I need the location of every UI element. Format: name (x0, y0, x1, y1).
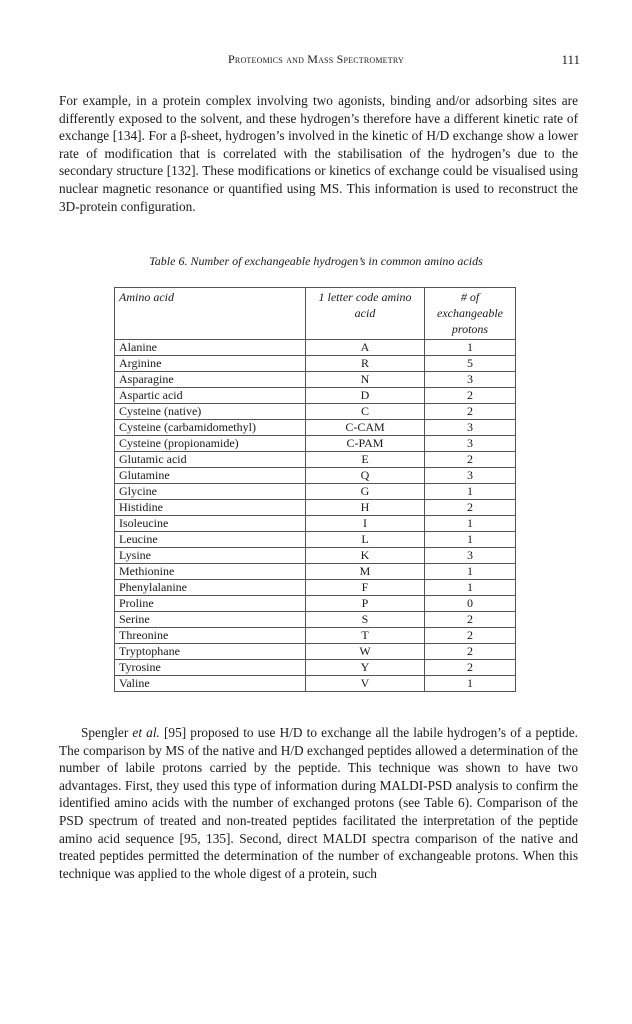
amino-acid-name: Cysteine (carbamidomethyl) (115, 420, 306, 436)
exchangeable-proton-count: 1 (425, 580, 516, 596)
amino-acid-name: Cysteine (native) (115, 404, 306, 420)
amino-acid-name: Aspartic acid (115, 388, 306, 404)
table-row (115, 644, 516, 660)
exchangeable-proton-count: 2 (425, 628, 516, 644)
amino-acid-code: E (306, 452, 425, 468)
table-row (115, 580, 516, 596)
page-number: 111 (561, 52, 580, 67)
table-header-row (115, 288, 516, 340)
amino-acid-code: V (306, 676, 425, 692)
amino-acid-name: Phenylalanine (115, 580, 306, 596)
amino-acid-name: Isoleucine (115, 516, 306, 532)
table-row (115, 596, 516, 612)
amino-acid-code: M (306, 564, 425, 580)
running-title: Proteomics and Mass Spectrometry (228, 52, 404, 66)
table-row (115, 500, 516, 516)
amino-acid-code: A (306, 340, 425, 356)
amino-acid-code: D (306, 388, 425, 404)
exchangeable-proton-count: 2 (425, 660, 516, 676)
amino-acid-code: I (306, 516, 425, 532)
amino-acid-code: L (306, 532, 425, 548)
table-body (115, 340, 516, 692)
amino-acid-name: Tryptophane (115, 644, 306, 660)
exchangeable-proton-count: 2 (425, 404, 516, 420)
amino-acid-name: Serine (115, 612, 306, 628)
table-row (115, 420, 516, 436)
exchangeable-proton-count: 0 (425, 596, 516, 612)
table-row (115, 404, 516, 420)
amino-acid-code: R (306, 356, 425, 372)
header-amino-acid: Amino acid (115, 288, 306, 340)
body-paragraph-1: For example, in a protein complex involving two agonists, binding and/or adsorbing sites are differently exposed to the solvent, and these hydrogen’s therefore have a different kinetic rate of exchange [134]. For a β-sheet, hydrogen’s involved in the kinetic of H/D exchange show a lower rate of modification that is correlated with the stabilisation of the hydrogen’s due to the secondary structure [132]. These modifications or kinetics of exchange could be visualised using nuclear magnetic resonance or quantified using MS. This information is used to reconstruct the 3D-protein configuration. (59, 93, 578, 214)
table-row (115, 612, 516, 628)
amino-acid-code: F (306, 580, 425, 596)
exchangeable-proton-count: 1 (425, 532, 516, 548)
amino-acid-code: P (306, 596, 425, 612)
exchangeable-proton-count: 2 (425, 452, 516, 468)
amino-acid-name: Glutamic acid (115, 452, 306, 468)
table-row (115, 356, 516, 372)
table-row (115, 532, 516, 548)
header-exchangeable-protons: # of exchangeable protons (425, 288, 516, 340)
exchangeable-proton-count: 1 (425, 564, 516, 580)
table-row (115, 676, 516, 692)
exchangeable-proton-count: 1 (425, 516, 516, 532)
body-paragraph-2 (59, 724, 578, 882)
amino-acid-code: K (306, 548, 425, 564)
table-row (115, 484, 516, 500)
table-row (115, 372, 516, 388)
exchangeable-proton-count: 2 (425, 612, 516, 628)
amino-acid-code: G (306, 484, 425, 500)
amino-acid-code: C-CAM (306, 420, 425, 436)
amino-acid-name: Asparagine (115, 372, 306, 388)
table-row (115, 564, 516, 580)
exchangeable-proton-count: 1 (425, 340, 516, 356)
amino-acid-name: Arginine (115, 356, 306, 372)
amino-acid-name: Histidine (115, 500, 306, 516)
table-row (115, 516, 516, 532)
table-caption: Table 6. Number of exchangeable hydrogen’s in common amino acids (149, 254, 483, 268)
amino-acid-name: Leucine (115, 532, 306, 548)
amino-acid-name: Lysine (115, 548, 306, 564)
table-row (115, 436, 516, 452)
amino-acid-name: Proline (115, 596, 306, 612)
exchangeable-proton-count: 3 (425, 548, 516, 564)
header-letter-code: 1 letter code amino acid (306, 288, 425, 340)
amino-acid-name: Valine (115, 676, 306, 692)
exchangeable-proton-count: 3 (425, 420, 516, 436)
amino-acid-name: Tyrosine (115, 660, 306, 676)
amino-acid-name: Glutamine (115, 468, 306, 484)
table-row (115, 548, 516, 564)
exchangeable-proton-count: 3 (425, 372, 516, 388)
amino-acid-name: Threonine (115, 628, 306, 644)
table-row (115, 388, 516, 404)
amino-acid-name: Alanine (115, 340, 306, 356)
paragraph-2-text: Spengler et al. [95] proposed to use H/D to exchange all the labile hydrogen’s of a peptide. The comparison by MS of the native and H/D exchanged peptides allowed a determination of the number of labile protons carried by the peptide. This technique was shown to have two advantages. First, they used this type of information during MALDI-PSD analysis to confirm the identified amino acids with the number of exchanged protons (see Table 6). Comparison of the PSD spectrum of treated and non-treated peptides facilitated the interpretation of the peptide amino acid sequence [95, 135]. Second, direct MALDI spectra comparison of the native and treated peptides permitted the determination of the number of exchangeable protons. When this technique was applied to the whole digest of a protein, such (59, 725, 578, 881)
amino-acid-code: Q (306, 468, 425, 484)
table-row (115, 340, 516, 356)
amino-acid-name: Methionine (115, 564, 306, 580)
amino-acid-code: S (306, 612, 425, 628)
exchangeable-proton-count: 3 (425, 436, 516, 452)
page-header (0, 52, 632, 70)
amino-acid-code: C (306, 404, 425, 420)
table-row (115, 660, 516, 676)
exchangeable-proton-count: 2 (425, 388, 516, 404)
amino-acid-name: Cysteine (propionamide) (115, 436, 306, 452)
amino-acid-table (114, 287, 516, 692)
exchangeable-proton-count: 5 (425, 356, 516, 372)
exchangeable-proton-count: 1 (425, 484, 516, 500)
amino-acid-code: C-PAM (306, 436, 425, 452)
exchangeable-proton-count: 1 (425, 676, 516, 692)
exchangeable-proton-count: 3 (425, 468, 516, 484)
table-row (115, 628, 516, 644)
exchangeable-proton-count: 2 (425, 500, 516, 516)
table-row (115, 468, 516, 484)
amino-acid-name: Glycine (115, 484, 306, 500)
amino-acid-code: Y (306, 660, 425, 676)
table-row (115, 452, 516, 468)
amino-acid-code: W (306, 644, 425, 660)
amino-acid-code: T (306, 628, 425, 644)
exchangeable-proton-count: 2 (425, 644, 516, 660)
amino-acid-code: N (306, 372, 425, 388)
amino-acid-code: H (306, 500, 425, 516)
